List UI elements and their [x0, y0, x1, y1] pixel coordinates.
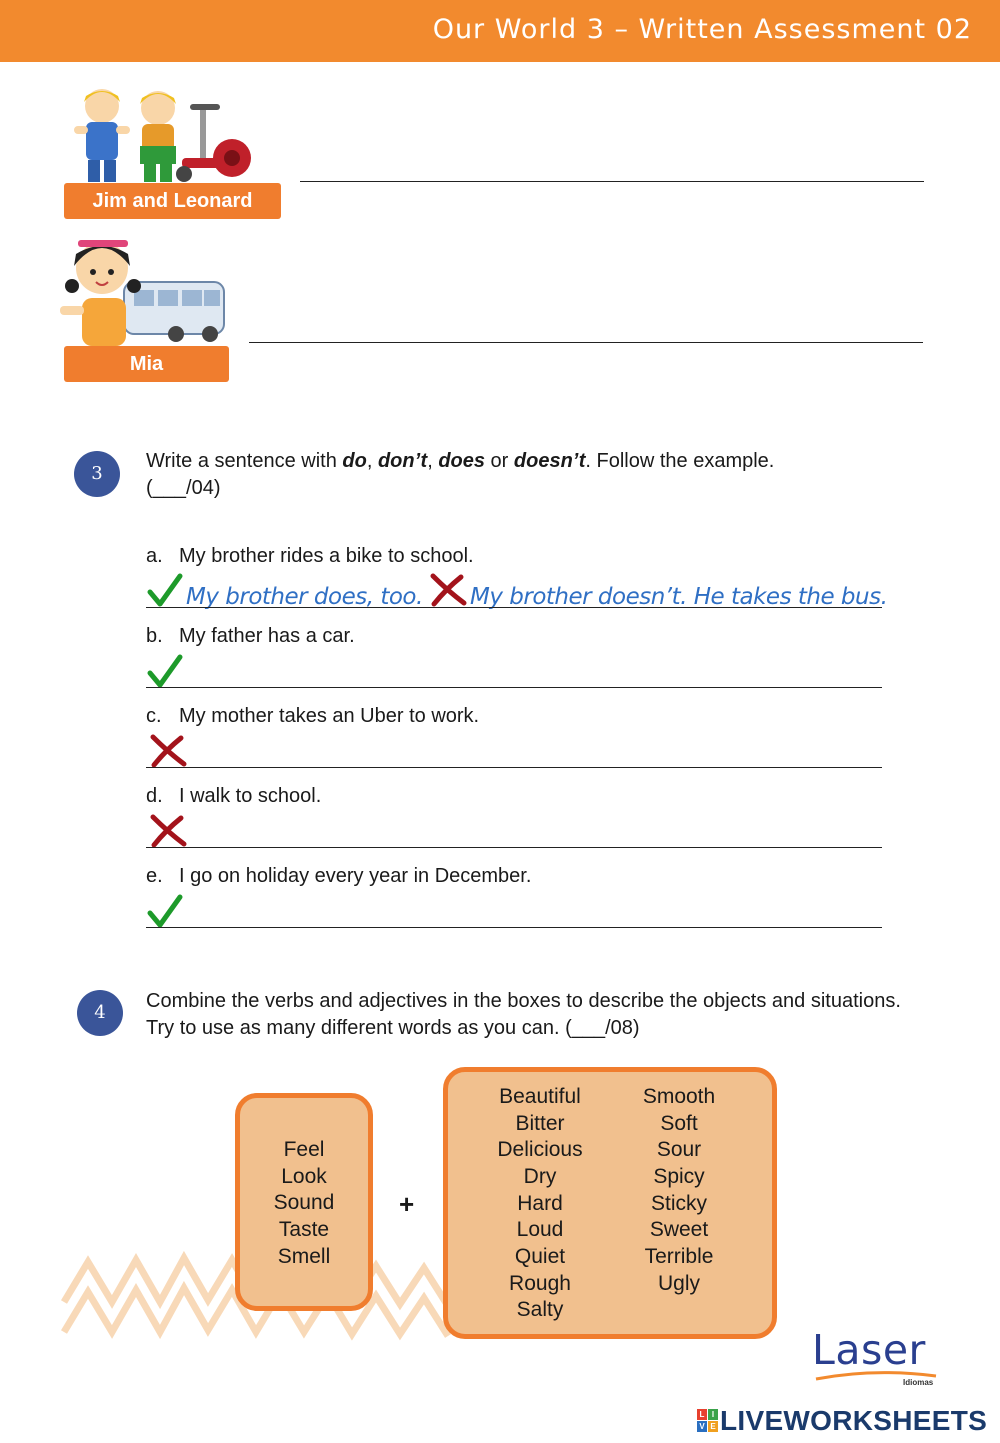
character-label-mia: Mia	[64, 346, 229, 382]
laser-logo-subtitle: Idiomas	[903, 1378, 934, 1387]
question4-instruction: Combine the verbs and adjectives in the boxes to describe the objects and situations. Try to use as many different words as you can. (___/08)	[146, 990, 901, 1039]
adjective-word: Bitter	[515, 1112, 565, 1135]
page-title: Our World 3 – Written Assessment 02	[432, 14, 972, 45]
mia-illustration	[54, 236, 226, 346]
item-letter: b.	[146, 625, 163, 647]
icon-letter: L	[697, 1409, 707, 1420]
adjective-word: Soft	[660, 1112, 698, 1135]
item-c	[146, 705, 479, 728]
item-e	[146, 865, 531, 888]
adjective-word: Smooth	[642, 1085, 716, 1108]
adjective-word: Delicious	[497, 1138, 583, 1161]
question-number-4: 4	[77, 990, 123, 1036]
example-answer-yes: My brother does, too.	[186, 584, 423, 610]
keyword-doesnt: doesn’t	[513, 450, 586, 472]
item-text: My mother takes an Uber to work.	[179, 705, 480, 727]
question3-instruction	[146, 448, 926, 502]
jim-and-leonard-illustration	[72, 86, 257, 186]
instruction-end: . Follow the example.	[585, 450, 775, 472]
adjective-word: Sticky	[650, 1192, 707, 1215]
item-text: I go on holiday every year in December.	[179, 865, 532, 887]
item-text: My father has a car.	[179, 625, 355, 647]
adjective-word: Hard	[517, 1192, 563, 1215]
adjective-word: Loud	[516, 1218, 564, 1241]
instruction-or: or	[485, 450, 514, 472]
adjective-word: Ugly	[657, 1272, 700, 1295]
answer-line-d[interactable]	[146, 847, 882, 848]
item-a	[146, 545, 474, 568]
keyword-dont: don’t	[377, 450, 428, 472]
adjective-word: Spicy	[653, 1165, 705, 1188]
answer-line-mia[interactable]	[249, 342, 923, 343]
icon-letter: E	[708, 1421, 718, 1432]
adjective-word: Beautiful	[499, 1085, 581, 1108]
verb-word: Sound	[273, 1191, 335, 1214]
answer-line-a	[146, 607, 882, 608]
item-text: My brother rides a bike to school.	[179, 545, 474, 567]
adjective-word: Terrible	[644, 1245, 714, 1268]
icon-letter: V	[697, 1421, 707, 1432]
answer-line-c[interactable]	[146, 767, 882, 768]
question3-score: (___/04)	[146, 477, 221, 499]
laser-logo: Laser	[812, 1326, 926, 1374]
instruction-comma: ,	[366, 450, 378, 472]
item-text: I walk to school.	[179, 785, 322, 807]
instruction-comma: ,	[427, 450, 439, 472]
adjective-word: Sour	[656, 1138, 702, 1161]
cross-icon	[428, 573, 468, 607]
adjective-word: Dry	[523, 1165, 557, 1188]
verb-word: Look	[281, 1165, 327, 1188]
answer-line-b[interactable]	[146, 687, 882, 688]
check-icon	[147, 894, 183, 928]
verb-word: Smell	[277, 1245, 331, 1268]
liveworksheets-icon	[697, 1409, 719, 1433]
answer-line-e[interactable]	[146, 927, 882, 928]
check-icon	[147, 573, 183, 607]
verb-word: Taste	[278, 1218, 330, 1241]
item-d	[146, 785, 321, 808]
cross-icon	[148, 814, 188, 848]
check-icon	[147, 654, 183, 688]
cross-icon	[148, 734, 188, 768]
item-letter: d.	[146, 785, 163, 807]
item-letter: a.	[146, 545, 163, 567]
adjective-word: Sweet	[649, 1218, 709, 1241]
answer-line-jim-leonard[interactable]	[300, 181, 924, 182]
liveworksheets-logo[interactable]: LIVEWORKSHEETS	[720, 1405, 988, 1436]
plus-sign: +	[399, 1189, 415, 1219]
icon-letter: I	[708, 1409, 718, 1420]
question-number-3: 3	[74, 451, 120, 497]
verb-word: Feel	[283, 1138, 325, 1161]
keyword-do: do	[342, 450, 367, 472]
adjective-word: Quiet	[514, 1245, 566, 1268]
keyword-does: does	[438, 450, 485, 472]
item-letter: e.	[146, 865, 163, 887]
item-letter: c.	[146, 705, 162, 727]
item-b	[146, 625, 355, 648]
example-answer-no: My brother doesn’t. He takes the bus.	[470, 584, 888, 610]
character-label-jim-leonard: Jim and Leonard	[64, 183, 281, 219]
header-bar	[0, 0, 1000, 62]
adjective-word: Salty	[516, 1298, 564, 1321]
adjective-word: Rough	[509, 1272, 571, 1295]
instruction-text: Write a sentence with	[146, 450, 343, 472]
